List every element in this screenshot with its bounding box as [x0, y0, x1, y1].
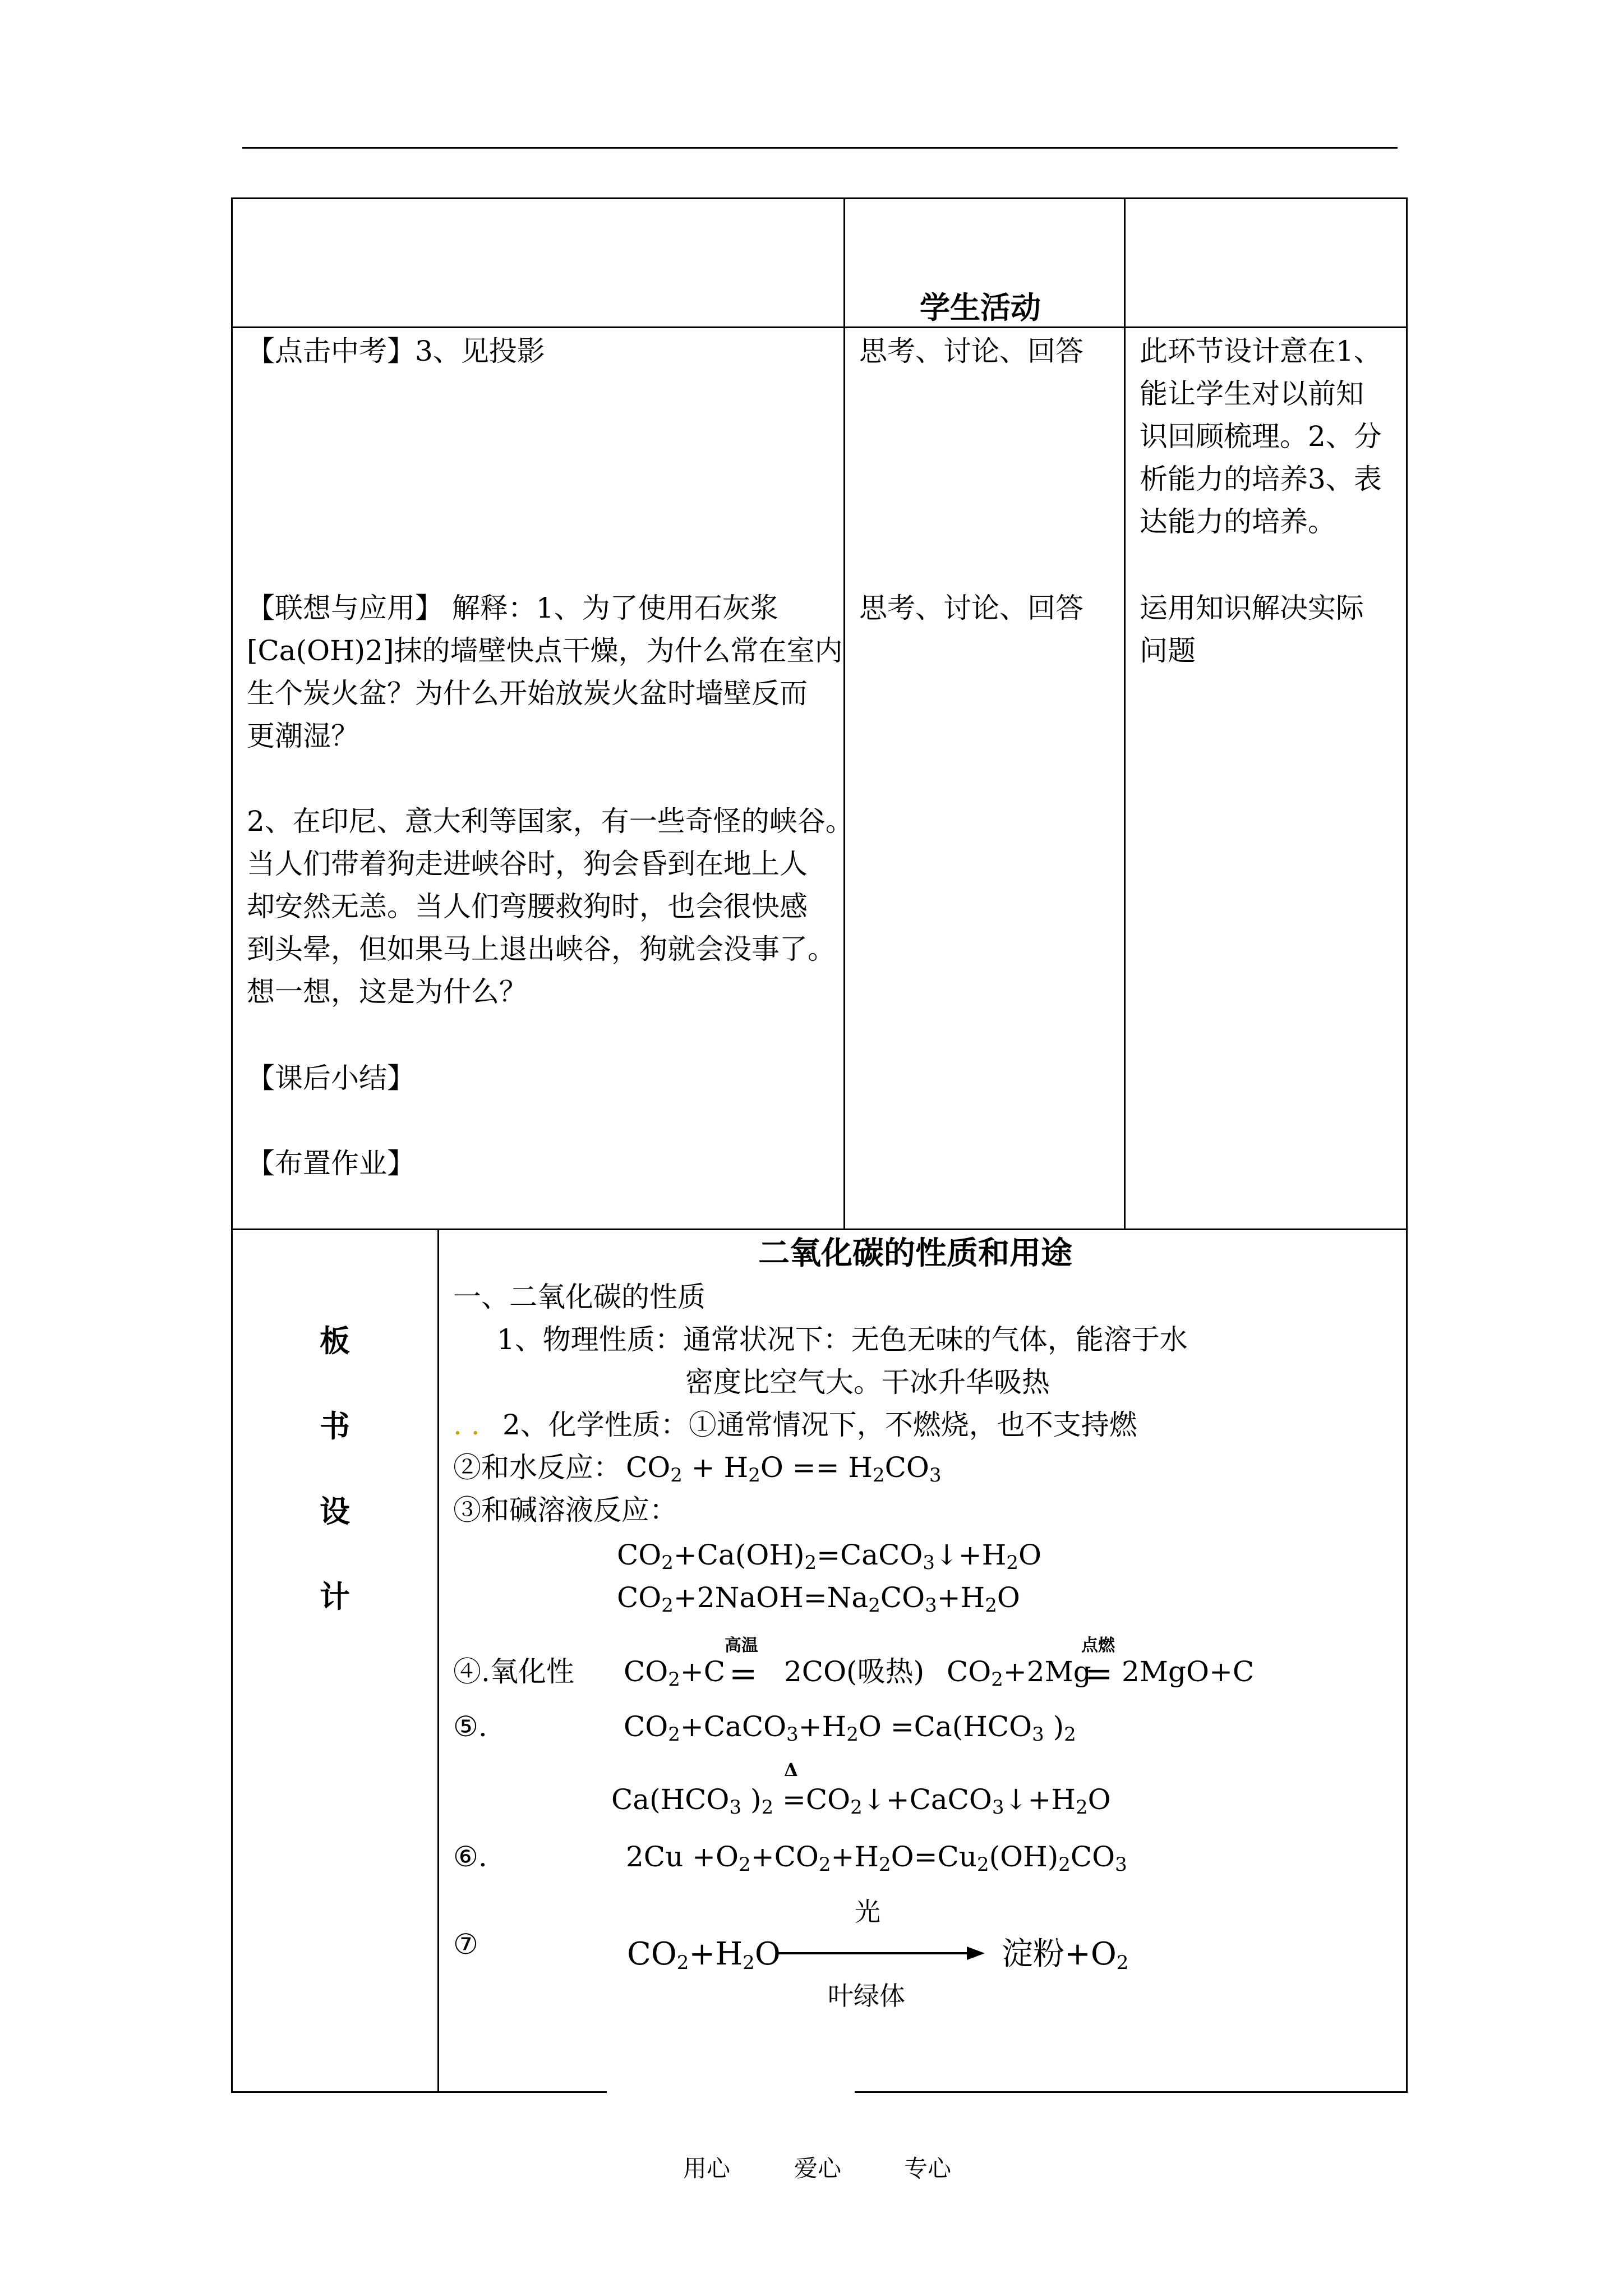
board-label-char-4: 计	[320, 1579, 350, 1614]
item-number-5: ⑤.	[453, 1710, 487, 1743]
row2-q2-line-4: 到头晕，但如果马上退出峡谷，狗就会没事了。	[247, 933, 836, 965]
alkali-equation-1: $CO_2+Ca(OH)_2=CaCO_3↓+H_2O$	[617, 1539, 1042, 1574]
table-header-bottom-border	[231, 326, 1408, 328]
alkali-reaction-label: ③和碱溶液反应：	[453, 1494, 677, 1526]
condition-high-temperature: 高温	[725, 1636, 758, 1655]
basic-copper-carbonate-equation: $2Cu +O_2+CO_2+H_2O=Cu_2(OH)_2CO_3$	[626, 1841, 1127, 1876]
water-reaction-equation: $CO_2 + H_2O == H_2CO_3$	[626, 1451, 942, 1487]
physical-properties-line-1: 1、物理性质：通常状况下：无色无味的气体，能溶于水	[497, 1323, 1188, 1356]
condition-ignite: 点燃	[1081, 1636, 1115, 1655]
row1-intent-line-5: 达能力的培养。	[1140, 505, 1336, 538]
row2-teacher-line-4: 更潮湿？	[247, 720, 359, 752]
oxidizing-equation-1-products: 2CO(吸热)	[784, 1655, 925, 1688]
footer-word-3: 专心	[904, 2155, 952, 2182]
bicarbonate-formation-equation: $CO_2+CaCO_3+H_2O =Ca(HCO_3$ )$_2$	[624, 1710, 1076, 1746]
equals-sign-1: =	[729, 1654, 758, 1694]
photosynthesis-products: 淀粉$+O_2$	[1002, 1936, 1129, 1974]
row1-intent-line-3: 识回顾梳理。2、分	[1140, 420, 1382, 453]
oxidizing-equation-2-reactants: $CO_2+2Mg$	[947, 1655, 1091, 1691]
footer-word-1: 用心	[683, 2155, 731, 2182]
row2-q2-line-3: 却安然无恙。当人们弯腰救狗时，也会很快感	[247, 890, 808, 923]
row2-q2-line-5: 想一想，这是为什么？	[247, 976, 527, 1008]
item-number-6: ⑥.	[453, 1841, 487, 1873]
oxidizing-equation-2-products: 2MgO+C	[1122, 1655, 1255, 1688]
student-activity-header: 学生活动	[920, 289, 1041, 325]
column-divider-1	[843, 197, 845, 1230]
row2-q2-line-2: 当人们带着狗走进峡谷时，狗会昏到在地上人	[247, 848, 808, 880]
board-label-char-3: 设	[320, 1493, 350, 1529]
table-left-border	[231, 197, 233, 2093]
summary-heading: 【课后小结】	[247, 1062, 415, 1094]
row1-intent-line-4: 析能力的培养3、表	[1140, 463, 1382, 495]
row2-student-text: 思考、讨论、回答	[859, 592, 1083, 624]
board-title: 二氧化碳的性质和用途	[758, 1235, 1072, 1272]
heat-delta-symbol: Δ	[784, 1759, 798, 1780]
chemical-properties-line: 2、化学性质：①通常情况下，不燃烧，也不支持燃	[502, 1409, 1137, 1441]
header-rule	[242, 147, 1398, 149]
row2-intent-line-1: 运用知识解决实际	[1140, 592, 1364, 624]
table-row2-bottom-border	[231, 1228, 1408, 1230]
row1-intent-line-1: 此环节设计意在1、	[1140, 335, 1382, 367]
item-number-7: ⑦	[453, 1928, 478, 1961]
board-label-divider	[437, 1228, 439, 2093]
alkali-equation-2: $CO_2+2NaOH=Na_2CO_3+H_2O$	[617, 1581, 1020, 1617]
bicarbonate-decomposition-equation: $Ca(HCO_3$ )$_2$ $=CO_2↓+CaCO_3↓+H_2O$	[611, 1783, 1111, 1819]
row1-teacher-text: 【点击中考】3、见投影	[247, 335, 545, 367]
oxidizing-label: ④.氧化性	[453, 1655, 574, 1688]
chlorophyll-condition: 叶绿体	[828, 1981, 905, 2011]
reaction-arrow	[778, 1942, 986, 1964]
water-reaction-label: ②和水反应：	[453, 1451, 621, 1484]
board-label-char-2: 书	[320, 1408, 350, 1444]
row2-teacher-line-3: 生个炭火盆？为什么开始放炭火盆时墙壁反而	[247, 677, 808, 710]
photosynthesis-reactants: $CO_2+H_2O$	[627, 1936, 781, 1974]
board-label-char-1: 板	[320, 1323, 350, 1359]
table-bottom-border-left	[231, 2091, 607, 2093]
row2-q2-line-1: 2、在印尼、意大利等国家，有一些奇怪的峡谷。	[247, 805, 854, 838]
table-bottom-border-right	[855, 2091, 1408, 2093]
footer-word-2: 爱心	[794, 2155, 842, 2182]
starch-oxygen-text: 淀粉+O	[1002, 1936, 1117, 1972]
column-divider-2	[1124, 197, 1126, 1230]
board-section-1: 一、二氧化碳的性质	[453, 1281, 706, 1313]
equals-sign-2: =	[1085, 1654, 1113, 1694]
row1-intent-line-2: 能让学生对以前知	[1140, 378, 1364, 410]
homework-heading: 【布置作业】	[247, 1147, 415, 1180]
row2-teacher-line-2: [Ca(OH)2]抹的墙壁快点干燥，为什么常在室内	[247, 634, 843, 667]
table-right-border	[1406, 197, 1408, 2093]
row2-teacher-line-1: 【联想与应用】 解释：1、为了使用石灰浆	[247, 592, 778, 624]
table-top-border	[231, 197, 1408, 199]
row1-student-text: 思考、讨论、回答	[859, 335, 1083, 367]
physical-properties-line-2: 密度比空气大。干冰升华吸热	[685, 1366, 1050, 1398]
light-condition: 光	[855, 1897, 880, 1927]
row2-intent-line-2: 问题	[1140, 634, 1196, 667]
emphasis-dots: . .	[453, 1409, 480, 1441]
oxidizing-equation-1-reactants: $CO_2+C$	[624, 1655, 726, 1691]
